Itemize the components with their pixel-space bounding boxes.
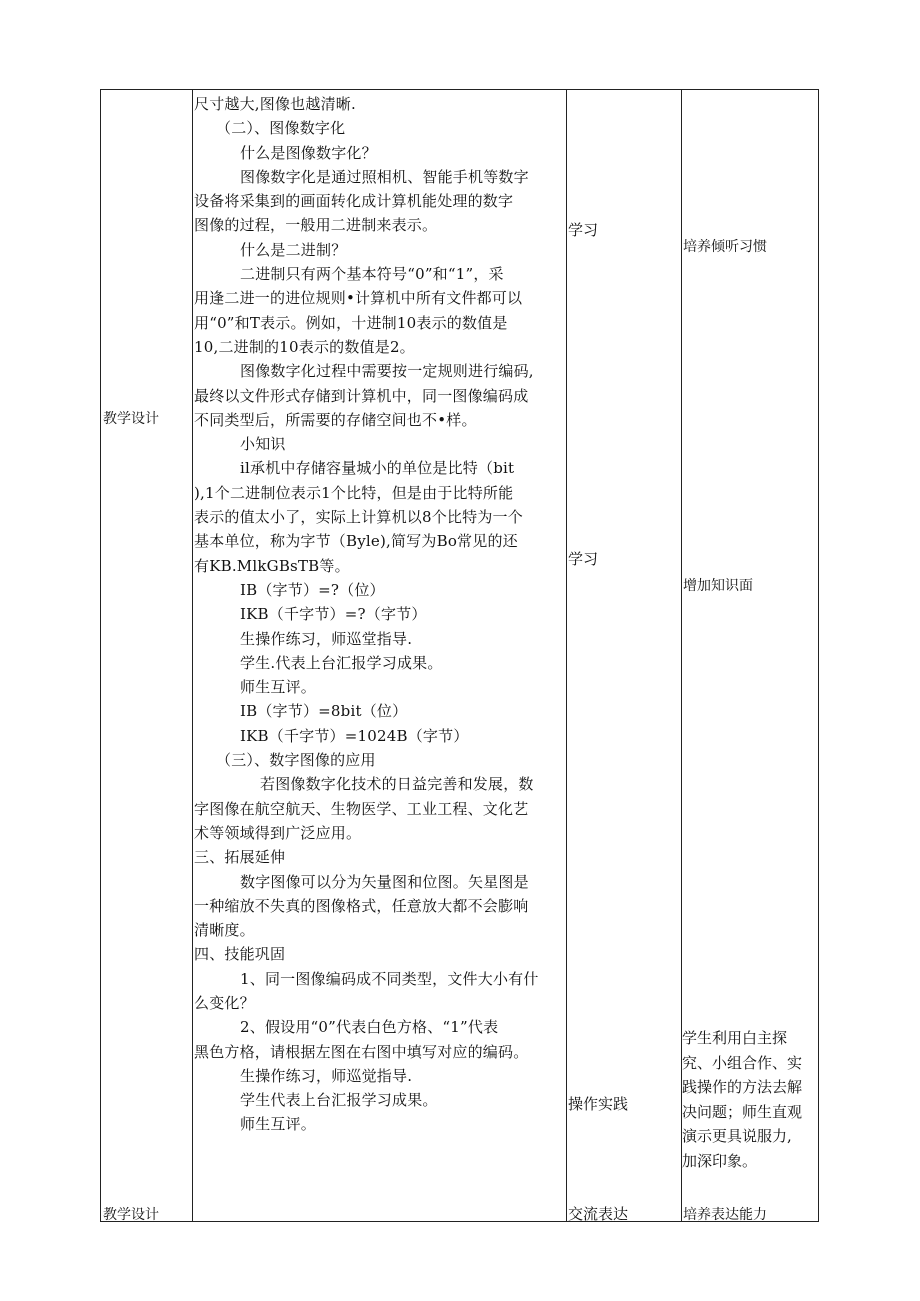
purpose-method-line: 践操作的方法去解 [682,1078,803,1096]
content-line: 表示的值太小了，实际上计算机以8个比特为一个 [194,508,523,527]
content-line: IB（字节）=8bit（位） [240,702,408,721]
content-line: （三）、数字图像的应用 [216,751,376,770]
activity-study-1: 学习 [568,221,599,239]
purpose-method-line: 加深印象。 [682,1151,758,1170]
content-line: （二）、图像数字化 [216,119,346,138]
content-line: 学生.代表上台汇报学习成果。 [240,653,443,672]
content-line: 图像的过程，一般用二进制来表示。 [194,216,438,235]
content-line: 设备将采集到的画面转化成计算机能处理的数字 [194,192,514,211]
content-line: 10,二进制的10表示的数值是2。 [194,337,415,356]
content-line: 最终以文件形式存储到计算机中，同一图像编码成 [194,386,529,405]
purpose-method-line: 究、小组合作、实 [682,1053,803,1072]
purpose-knowledge: 增加知识面 [683,578,753,594]
teaching-content-column [194,92,566,1137]
content-line: 有KB.MlkGBsTB等。 [194,556,350,575]
content-line: 术等领域得到广泛应用。 [194,823,362,842]
content-line: il承机中存储容量城小的单位是比特（bit [240,459,515,478]
content-line: 生操作练习，师巡觉指导. [240,1066,413,1085]
content-line: 图像数字化过程中需要按一定规则进行编码, [240,362,534,381]
content-line: 学生代表上台汇报学习成果。 [240,1091,438,1110]
purpose-method-block [682,1026,818,1173]
content-line: IB（字节）=?（位） [240,580,385,599]
activity-practice: 操作实践 [568,1095,629,1113]
content-line: 什么是图像数字化？ [240,143,377,162]
content-line: 什么是二进制？ [240,240,347,259]
content-line: 若图像数字化技术的日益完善和发展，数 [260,775,534,794]
purpose-listening: 培养倾听习惯 [683,239,767,255]
purpose-method-line: 学生利用白主探 [682,1029,788,1047]
content-line: 么变化？ [194,993,255,1012]
purpose-method-line: 决问题；师生直观 [682,1102,803,1121]
content-line: 图像数字化是通过照相机、智能手机等数字 [240,167,529,186]
content-line: 二进制只有两个基本符号“0”和“1”，采 [240,265,504,284]
content-line: 小知识 [240,435,286,454]
lesson-plan-table [100,89,819,1222]
content-line: 1、同一图像编码成不同类型，文件大小有什 [240,969,539,988]
content-line: 基本单位，称为字节（Byle),简写为Bo常见的还 [194,532,518,551]
content-line: ),1个二进制位表示1个比特，但是由于比特所能 [194,483,514,502]
content-line: IKB（千字节）=1024B（字节） [240,726,469,745]
content-line: 数字图像可以分为矢量图和位图。矢星图是 [240,872,529,891]
content-line: 师生互评。 [240,678,317,697]
content-line: 用逢二进一的进位规则•计算机中所有文件都可以 [194,289,523,308]
teaching-design-label-bottom: 教学设计 [103,1207,159,1223]
content-line: 用“0”和T表示。例如，十进制10表示的数值是 [194,313,508,332]
content-line: 师生互评。 [240,1115,317,1134]
content-line: 一种缩放不失真的图像格式，任意放大都不会膨响 [194,896,529,915]
column-divider-1 [192,90,193,1221]
content-line: 三、拓展延伸 [194,848,286,867]
content-line: 字图像在航空航天、生物医学、工业工程、文化艺 [194,799,529,818]
activity-express: 交流表达 [568,1205,629,1223]
column-divider-2 [566,90,567,1221]
purpose-method-line: 演示更具说服力, [682,1127,792,1145]
content-line: 2、假设用“0”代表白色方格、“1”代表 [240,1018,499,1037]
content-line: 四、技能巩固 [194,945,286,964]
content-line: 清晰度。 [194,921,255,940]
teaching-design-label-top: 教学设计 [103,411,159,427]
content-line: IKB（千字节）=?（字节） [240,605,427,624]
purpose-expression: 培养表达能力 [683,1207,767,1223]
content-line: 不同类型后，所需要的存储空间也不•样。 [194,410,477,429]
content-line: 尺寸越大,图像也越清晰. [194,95,356,113]
content-line: 黑色方格，请根据左图在右图中填写对应的编码。 [194,1042,529,1061]
activity-study-2: 学习 [568,550,599,568]
content-line: 生操作练习，师巡堂指导. [240,629,413,648]
